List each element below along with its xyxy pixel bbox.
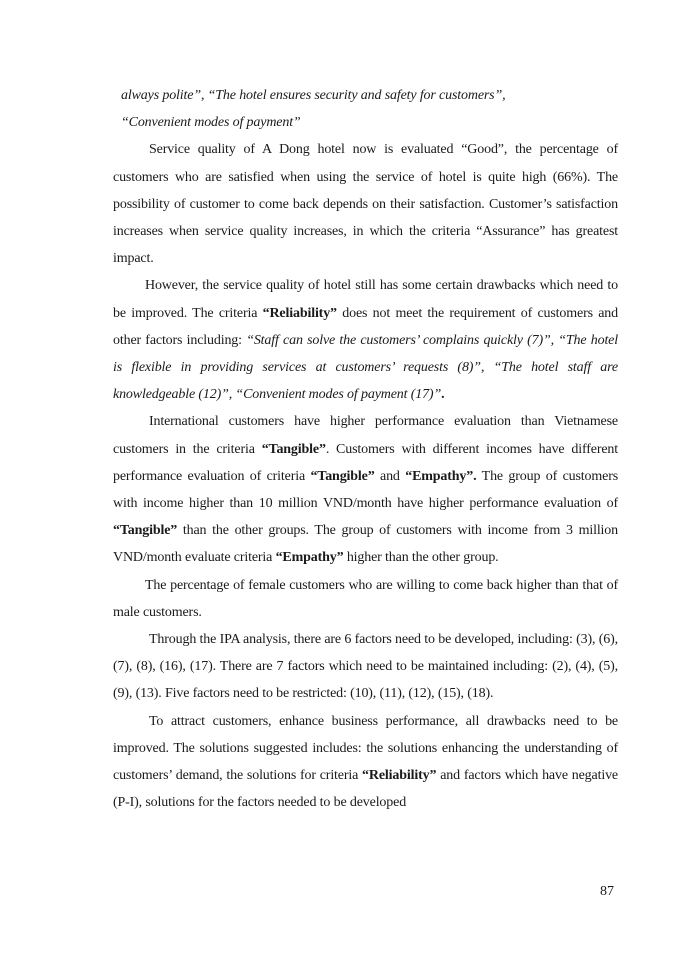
intl-text-3: and bbox=[374, 468, 406, 484]
criteria-empathy-2: “Empathy” bbox=[275, 550, 344, 566]
drawbacks-period: . bbox=[441, 387, 445, 403]
intl-text-1: International customers have higher performance evaluation than Vietnamese customers in the criteria bbox=[113, 414, 618, 457]
intro-continuation bbox=[113, 82, 618, 136]
body-text bbox=[113, 82, 618, 816]
intl-text-4: The group of customers with income higher than 10 million VND/month have higher performance evaluation of bbox=[113, 468, 618, 512]
criteria-tangible-2: “Tangible” bbox=[310, 468, 375, 484]
paragraph-drawbacks bbox=[113, 272, 618, 408]
page-number: 87 bbox=[600, 884, 614, 899]
criteria-tangible-3: “Tangible” bbox=[113, 523, 178, 539]
paragraph-international-customers bbox=[113, 408, 618, 571]
drawbacks-text-1: However, the service quality of hotel still has some certain drawbacks which need to be improved. The criteria bbox=[113, 278, 618, 321]
intl-text-6: higher than the other group. bbox=[343, 550, 499, 566]
paragraph-service-quality: Service quality of A Dong hotel now is evaluated “Good”, the percentage of customers who are satisfied when using the service of hotel is quite high (66%). The possibility of customer to come back depends on their satisfaction. Customer’s satisfaction increases when service quality increases, in which the criteria “Assurance” has greatest impact. bbox=[113, 142, 618, 267]
drawbacks-text-2: does not meet the requirement of customers and other factors including: bbox=[113, 305, 618, 348]
drawbacks-factors: “Staff can solve the customers’ complains quickly (7)”, “The hotel is flexible in providing services at customers’ requests (8)”, “The hotel staff are knowledgeable (12)”, “Convenient modes of payment (17)” bbox=[113, 332, 618, 403]
criteria-reliability: “Reliability” bbox=[262, 305, 337, 321]
criteria-tangible-1: “Tangible” bbox=[261, 441, 326, 457]
solutions-text-1: To attract customers, enhance business performance, all drawbacks need to be improved. The solutions suggested includes: the solutions enhancing the understanding of customers’ demand, the solutions for criteria bbox=[113, 713, 618, 784]
paragraph-female-customers: The percentage of female customers who are willing to come back higher than that of male customers. bbox=[113, 577, 618, 620]
solutions-text-2: and factors which have negative (P-I), solutions for the factors needed to be developed bbox=[113, 768, 618, 811]
intro-line-1: always polite”, “The hotel ensures security and safety for customers”, bbox=[121, 88, 506, 103]
intl-text-2: . Customers with different incomes have different performance evaluation of criteria bbox=[113, 441, 618, 484]
intro-line-2: “Convenient modes of payment” bbox=[121, 115, 301, 131]
criteria-empathy-1: “Empathy”. bbox=[405, 468, 477, 484]
paragraph-ipa-analysis: Through the IPA analysis, there are 6 factors need to be developed, including: (3), (6), (7), (8), (16), (17). There are 7 factors which need to be maintained including: (2), (4), (5), (9), (13). Five factors need to be restricted: (10), (11), (12), (15), (18). bbox=[113, 632, 618, 702]
paragraph-solutions bbox=[113, 708, 618, 817]
intl-text-5: than the other groups. The group of customers with income from 3 million VND/month evaluate criteria bbox=[113, 523, 618, 566]
criteria-reliability-2: “Reliability” bbox=[362, 768, 437, 784]
